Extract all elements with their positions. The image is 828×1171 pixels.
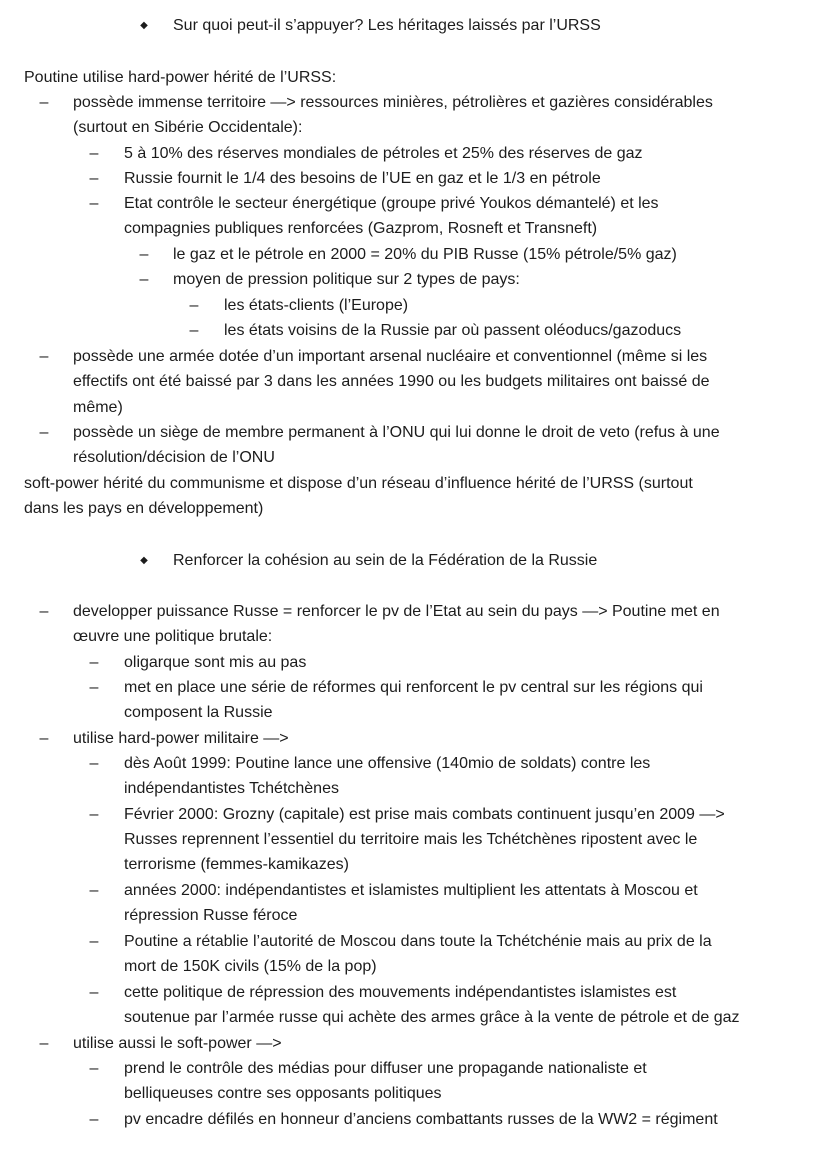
line-text: Renforcer la cohésion au sein de la Fédération de la Russie [173,552,598,569]
line-text: Russie fournit le 1/4 des besoins de l’UE en gaz et le 1/3 en pétrole [124,170,601,187]
dash-bullet-icon: – [89,933,99,950]
dash-bullet-icon: – [89,1111,99,1128]
dash-bullet-icon: – [139,246,149,263]
line-text: 5 à 10% des réserves mondiales de pétroles et 25% des réserves de gaz [124,145,643,162]
dash-bullet-icon: – [89,679,99,696]
line-text: dès Août 1999: Poutine lance une offensive (140mio de soldats) contre les [124,755,651,772]
line-text: soutenue par l’armée russe qui achète des armes grâce à la vente de pétrole et de gaz [124,1009,740,1026]
line-text: même) [73,399,123,416]
line-text: Poutine a rétablie l’autorité de Moscou dans toute la Tchétchénie mais au prix de la [124,933,712,950]
line-text: met en place une série de réformes qui renforcent le pv central sur les régions qui [124,679,703,696]
diamond-bullet-icon: ◆ [140,555,148,566]
dash-bullet-icon: – [139,271,149,288]
line-text: dans les pays en développement) [24,500,264,517]
line-text: répression Russe féroce [124,907,298,924]
line-text: possède une armée dotée d’un important arsenal nucléaire et conventionnel (même si les [73,348,708,365]
dash-bullet-icon: – [39,94,49,111]
line-text: compagnies publiques renforcées (Gazprom, Rosneft et Transneft) [124,220,598,237]
dash-bullet-icon: – [89,195,99,212]
line-text: prend le contrôle des médias pour diffuser une propagande nationaliste et [124,1060,647,1077]
line-text: Sur quoi peut-il s’appuyer? Les héritages laissés par l’URSS [173,17,601,34]
line-text: Poutine utilise hard-power hérité de l’URSS: [24,69,337,86]
dash-bullet-icon: – [89,755,99,772]
dash-bullet-icon: – [89,654,99,671]
line-text: les états voisins de la Russie par où passent oléoducs/gazoducs [224,322,682,339]
diamond-bullet-icon: ◆ [140,20,148,31]
line-text: possède un siège de membre permanent à l’ONU qui lui donne le droit de veto (refus à une [73,424,720,441]
line-text: mort de 150K civils (15% de la pop) [124,958,377,975]
line-text: terrorisme (femmes-kamikazes) [124,856,349,873]
line-text: utilise aussi le soft-power —> [73,1035,282,1052]
dash-bullet-icon: – [89,882,99,899]
line-text: moyen de pression politique sur 2 types de pays: [173,271,520,288]
line-text: composent la Russie [124,704,273,721]
dash-bullet-icon: – [89,145,99,162]
line-text: les états-clients (l’Europe) [224,297,409,314]
dash-bullet-icon: – [189,322,199,339]
dash-bullet-icon: – [39,424,49,441]
line-text: années 2000: indépendantistes et islamistes multiplient les attentats à Moscou et [124,882,698,899]
line-text: belliqueuses contre ses opposants politiques [124,1085,442,1102]
dash-bullet-icon: – [189,297,199,314]
dash-bullet-icon: – [39,348,49,365]
line-text: pv encadre défilés en honneur d’anciens combattants russes de la WW2 = régiment [124,1111,718,1128]
line-text: œuvre une politique brutale: [73,628,273,645]
line-text: soft-power hérité du communisme et dispose d’un réseau d’influence hérité de l’URSS (surtout [24,475,693,492]
line-text: utilise hard-power militaire —> [73,730,289,747]
line-text: Etat contrôle le secteur énergétique (groupe privé Youkos démantelé) et les [124,195,659,212]
line-text: résolution/décision de l’ONU [73,449,275,466]
line-text: developper puissance Russe = renforcer le pv de l’Etat au sein du pays —> Poutine met en [73,603,720,620]
line-text: effectifs ont été baissé par 3 dans les années 1990 ou les budgets militaires ont baissé de [73,373,710,390]
dash-bullet-icon: – [39,730,49,747]
line-text: possède immense territoire —> ressources minières, pétrolières et gazières considérables [73,94,713,111]
line-text: (surtout en Sibérie Occidentale): [73,119,303,136]
line-text: cette politique de répression des mouvements indépendantistes islamistes est [124,984,677,1001]
dash-bullet-icon: – [89,170,99,187]
dash-bullet-icon: – [89,984,99,1001]
line-text: le gaz et le pétrole en 2000 = 20% du PIB Russe (15% pétrole/5% gaz) [173,246,677,263]
line-text: indépendantistes Tchétchènes [124,780,339,797]
dash-bullet-icon: – [89,806,99,823]
line-text: Février 2000: Grozny (capitale) est prise mais combats continuent jusqu’en 2009 —> [124,806,725,823]
dash-bullet-icon: – [39,1035,49,1052]
dash-bullet-icon: – [39,603,49,620]
line-text: Russes reprennent l’essentiel du territoire mais les Tchétchènes ripostent avec le [124,831,698,848]
line-text: oligarque sont mis au pas [124,654,307,671]
dash-bullet-icon: – [89,1060,99,1077]
